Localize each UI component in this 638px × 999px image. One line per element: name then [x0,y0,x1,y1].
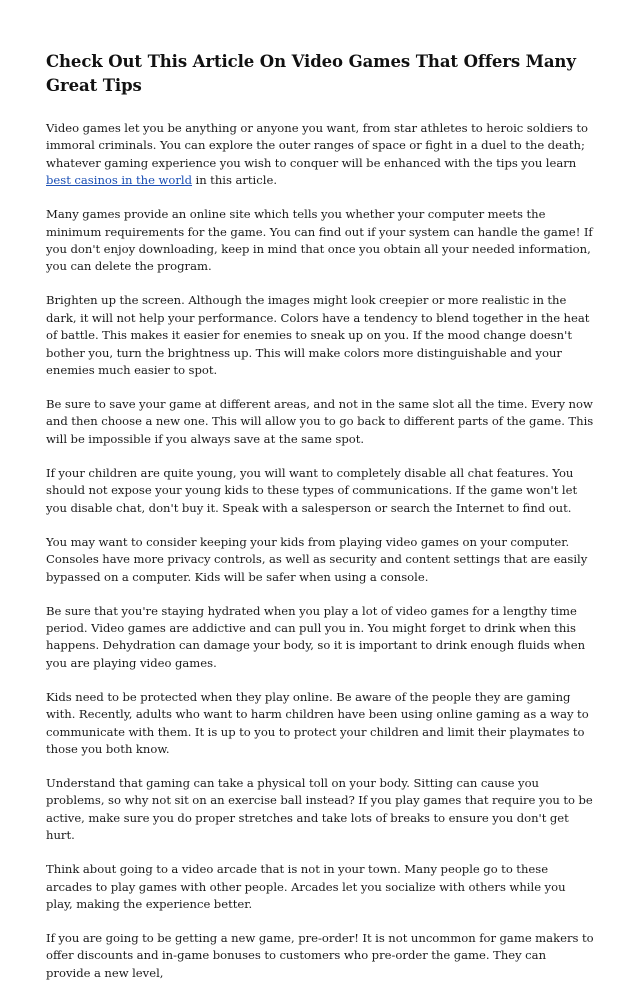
paragraph-pre-order: If you are going to be getting a new game, pre-order! It is not uncommon for game makers to offer discounts and in-game bonuses to customers who pre-order the game. They can provide a new level, [46,930,594,980]
paragraph-video-arcade: Think about going to a video arcade that is not in your town. Many people go to these arcades to play games with other people. Arcades let you socialize with others while you play, making the experience better. [46,862,566,911]
intro-paragraph [46,120,594,190]
paragraph-chat-features: If your children are quite young, you will want to completely disable all chat features. You should not expose your young kids to these types of communications. If the game won't let you disable chat, don't buy it. Speak with a salesperson or search the Internet to find out. [46,465,578,515]
paragraph-system-requirements: Many games provide an online site which tells you whether your computer meets the minimum requirements for the game. You can find out if your system can handle the game! If you don't enjoy downloading, keep in mind that once you obtain all your needed information, you can delete the program. [46,207,593,274]
paragraph-hydration: Be sure that you're staying hydrated when you play a lot of video games for a lengthy time period. Video games are addictive and can pull you in. You might forget to drink when this happens. Dehydration can damage your body, so it is important to drink enough fluids when you are playing video games. [46,603,586,670]
paragraph-online-safety: Kids need to be protected when they play online. Be aware of the people they are gaming with. Recently, adults who want to harm children have been using online gaming as a way to communicate with them. It is up to you to protect your children and limit their playmates to those you both know. [46,689,589,756]
intro-text-before-link: Video games let you be anything or anyone you want, from star athletes to heroic soldiers to immoral criminals. You can explore the outer ranges of space or fight in a duel to the death; whatever gaming experience you wish to conquer will be enhanced with the tips you learn [46,121,589,170]
paragraph-physical-toll: Understand that gaming can take a physical toll on your body. Sitting can cause you problems, so why not sit on an exercise ball instead? If you play games that require you to be active, make sure you do proper stretches and take lots of breaks to ensure you don't get hurt. [46,775,593,843]
paragraph-save-game: Be sure to save your game at different areas, and not in the same slot all the time. Every now and then choose a new one. This will allow you to go back to different parts of the game. This will be impossible if you always save at the same spot. [46,397,594,446]
paragraph-consoles: You may want to consider keeping your kids from playing video games on your computer. Consoles have more privacy controls, as well as security and content settings that are easily bypassed on a computer. Kids will be safer when using a console. [46,534,588,584]
intro-text-after-link: in this article. [192,173,278,188]
best-casinos-link[interactable]: best casinos in the world [46,173,193,188]
article-title: Check Out This Article On Video Games That Offers Many Great Tips [46,52,576,95]
document-page [46,50,594,999]
paragraph-brightness: Brighten up the screen. Although the images might look creepier or more realistic in the dark, it will not help your performance. Colors have a tendency to blend together in the heat of battle. This makes it easier for enemies to sneak up on you. If the mood change doesn't bother you, turn the brightness up. This will make colors more distinguishable and your enemies much easier to spot. [46,293,590,378]
